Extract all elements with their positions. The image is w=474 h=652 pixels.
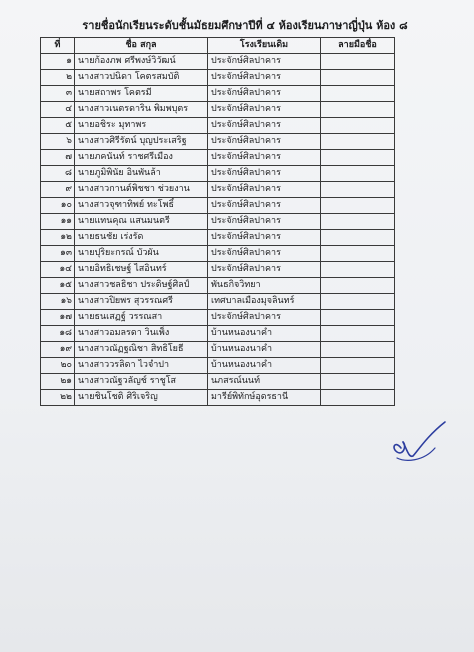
row-student-name: นายภูมิพินัย อินพันล้า [75, 166, 208, 182]
row-previous-school: ประจักษ์ศิลปาคาร [208, 214, 321, 230]
table-body [41, 54, 395, 406]
row-previous-school: ประจักษ์ศิลปาคาร [208, 134, 321, 150]
row-student-name: นางสาวปนิดา โคตรสมบัติ [75, 70, 208, 86]
table-row [41, 230, 395, 246]
row-number: ๗ [41, 150, 75, 166]
row-number: ๑๕ [41, 278, 75, 294]
row-number: ๑๓ [41, 246, 75, 262]
row-signature-cell [321, 134, 395, 150]
table-row [41, 262, 395, 278]
row-number: ๙ [41, 182, 75, 198]
row-previous-school: ประจักษ์ศิลปาคาร [208, 246, 321, 262]
table-row [41, 294, 395, 310]
table-row [41, 54, 395, 70]
row-number: ๑๗ [41, 310, 75, 326]
row-previous-school: ประจักษ์ศิลปาคาร [208, 150, 321, 166]
row-student-name: นางสาวจุฑาทิพย์ ทะโพธิ์ [75, 198, 208, 214]
row-signature-cell [321, 230, 395, 246]
row-student-name: นายแทนคุณ แสนมนตรี [75, 214, 208, 230]
table-row [41, 198, 395, 214]
table-row [41, 118, 395, 134]
header-number: ที่ [41, 38, 75, 54]
row-signature-cell [321, 326, 395, 342]
row-number: ๑๐ [41, 198, 75, 214]
row-previous-school: มารีย์พิทักษ์อุดรธานี [208, 390, 321, 406]
row-signature-cell [321, 342, 395, 358]
document-title: รายชื่อนักเรียนระดับชั้นมัธยมศึกษาปีที่ ๔ ห้องเรียนภาษาญี่ปุ่น ห้อง ๘ [82, 19, 408, 32]
row-previous-school: ประจักษ์ศิลปาคาร [208, 118, 321, 134]
row-previous-school: บ้านหนองนาคำ [208, 342, 321, 358]
table-row [41, 342, 395, 358]
row-student-name: นายธนเสฏฐ์ วรรณสา [75, 310, 208, 326]
row-previous-school: นภสรณ์นนท์ [208, 374, 321, 390]
row-student-name: นายชินโชติ ศิริเจริญ [75, 390, 208, 406]
table-row [41, 214, 395, 230]
table-row [41, 150, 395, 166]
header-name: ชื่อ สกุล [75, 38, 208, 54]
row-number: ๑๘ [41, 326, 75, 342]
row-signature-cell [321, 374, 395, 390]
row-number: ๒ [41, 70, 75, 86]
row-signature-cell [321, 262, 395, 278]
row-signature-cell [321, 198, 395, 214]
row-previous-school: บ้านหนองนาคำ [208, 326, 321, 342]
row-student-name: นางสาวกานต์พิชชา ช่วยงาน [75, 182, 208, 198]
row-signature-cell [321, 102, 395, 118]
table-row [41, 326, 395, 342]
row-student-name: นายภคนันท์ ราชศรีเมือง [75, 150, 208, 166]
handwritten-signature [383, 418, 453, 466]
row-student-name: นางสาวชลธิชา ประดิษฐ์ศิลป์ [75, 278, 208, 294]
table-row [41, 134, 395, 150]
header-signature: ลายมือชื่อ [321, 38, 395, 54]
row-signature-cell [321, 150, 395, 166]
row-previous-school: ประจักษ์ศิลปาคาร [208, 70, 321, 86]
row-number: ๒๐ [41, 358, 75, 374]
row-student-name: นางสาวเนตรดาริน พิมพบุตร [75, 102, 208, 118]
row-previous-school: เทศบาลเมืองมุจลินทร์ [208, 294, 321, 310]
row-signature-cell [321, 358, 395, 374]
row-number: ๕ [41, 118, 75, 134]
table-row [41, 102, 395, 118]
row-signature-cell [321, 118, 395, 134]
row-previous-school: ประจักษ์ศิลปาคาร [208, 102, 321, 118]
row-student-name: นางสาวปิยพร สุวรรณศรี [75, 294, 208, 310]
table-row [41, 374, 395, 390]
table-row [41, 166, 395, 182]
row-signature-cell [321, 278, 395, 294]
row-signature-cell [321, 214, 395, 230]
row-signature-cell [321, 166, 395, 182]
row-previous-school: ประจักษ์ศิลปาคาร [208, 166, 321, 182]
row-signature-cell [321, 310, 395, 326]
row-previous-school: ประจักษ์ศิลปาคาร [208, 262, 321, 278]
row-previous-school: ประจักษ์ศิลปาคาร [208, 86, 321, 102]
row-signature-cell [321, 86, 395, 102]
table-row [41, 358, 395, 374]
row-student-name: นางสาวณัฐวลัญช์ ราชูโส [75, 374, 208, 390]
row-number: ๑๒ [41, 230, 75, 246]
row-previous-school: ประจักษ์ศิลปาคาร [208, 310, 321, 326]
row-number: ๑ [41, 54, 75, 70]
row-signature-cell [321, 294, 395, 310]
student-roster-table [40, 37, 395, 406]
row-student-name: นางสาววรลิดา ไวจำปา [75, 358, 208, 374]
row-previous-school: ประจักษ์ศิลปาคาร [208, 182, 321, 198]
row-student-name: นายอชิระ มุทาพร [75, 118, 208, 134]
row-number: ๘ [41, 166, 75, 182]
table-row [41, 390, 395, 406]
row-signature-cell [321, 182, 395, 198]
row-student-name: นางสาวณัฏฐณิชา สิทธิโยธี [75, 342, 208, 358]
row-number: ๑๑ [41, 214, 75, 230]
row-previous-school: ประจักษ์ศิลปาคาร [208, 230, 321, 246]
row-number: ๑๖ [41, 294, 75, 310]
table-row [41, 70, 395, 86]
row-student-name: นายก้องภพ ศรีพงษ์วิวัฒน์ [75, 54, 208, 70]
row-number: ๑๔ [41, 262, 75, 278]
table-row [41, 86, 395, 102]
header-school: โรงเรียนเดิม [208, 38, 321, 54]
table-row [41, 310, 395, 326]
row-signature-cell [321, 70, 395, 86]
row-student-name: นายสถาพร โคตรมี [75, 86, 208, 102]
table-row [41, 278, 395, 294]
row-previous-school: ประจักษ์ศิลปาคาร [208, 198, 321, 214]
row-previous-school: ประจักษ์ศิลปาคาร [208, 54, 321, 70]
row-signature-cell [321, 390, 395, 406]
row-number: ๖ [41, 134, 75, 150]
row-student-name: นายอิทธิเชษฐ์ ไสอินทร์ [75, 262, 208, 278]
row-signature-cell [321, 246, 395, 262]
table-header-row [41, 38, 395, 54]
row-signature-cell [321, 54, 395, 70]
row-student-name: นายปุริยะกรณ์ บัวผัน [75, 246, 208, 262]
row-previous-school: พันธกิจวิทยา [208, 278, 321, 294]
row-number: ๒๑ [41, 374, 75, 390]
row-number: ๒๒ [41, 390, 75, 406]
row-student-name: นายธนชัย เร่งรัด [75, 230, 208, 246]
row-student-name: นางสาวอมลรดา วินเพ็ง [75, 326, 208, 342]
row-number: ๑๙ [41, 342, 75, 358]
table-row [41, 246, 395, 262]
row-previous-school: บ้านหนองนาคำ [208, 358, 321, 374]
row-number: ๓ [41, 86, 75, 102]
table-row [41, 182, 395, 198]
row-student-name: นางสาวศิรีรัตน์ บุญประเสริฐ [75, 134, 208, 150]
row-number: ๔ [41, 102, 75, 118]
